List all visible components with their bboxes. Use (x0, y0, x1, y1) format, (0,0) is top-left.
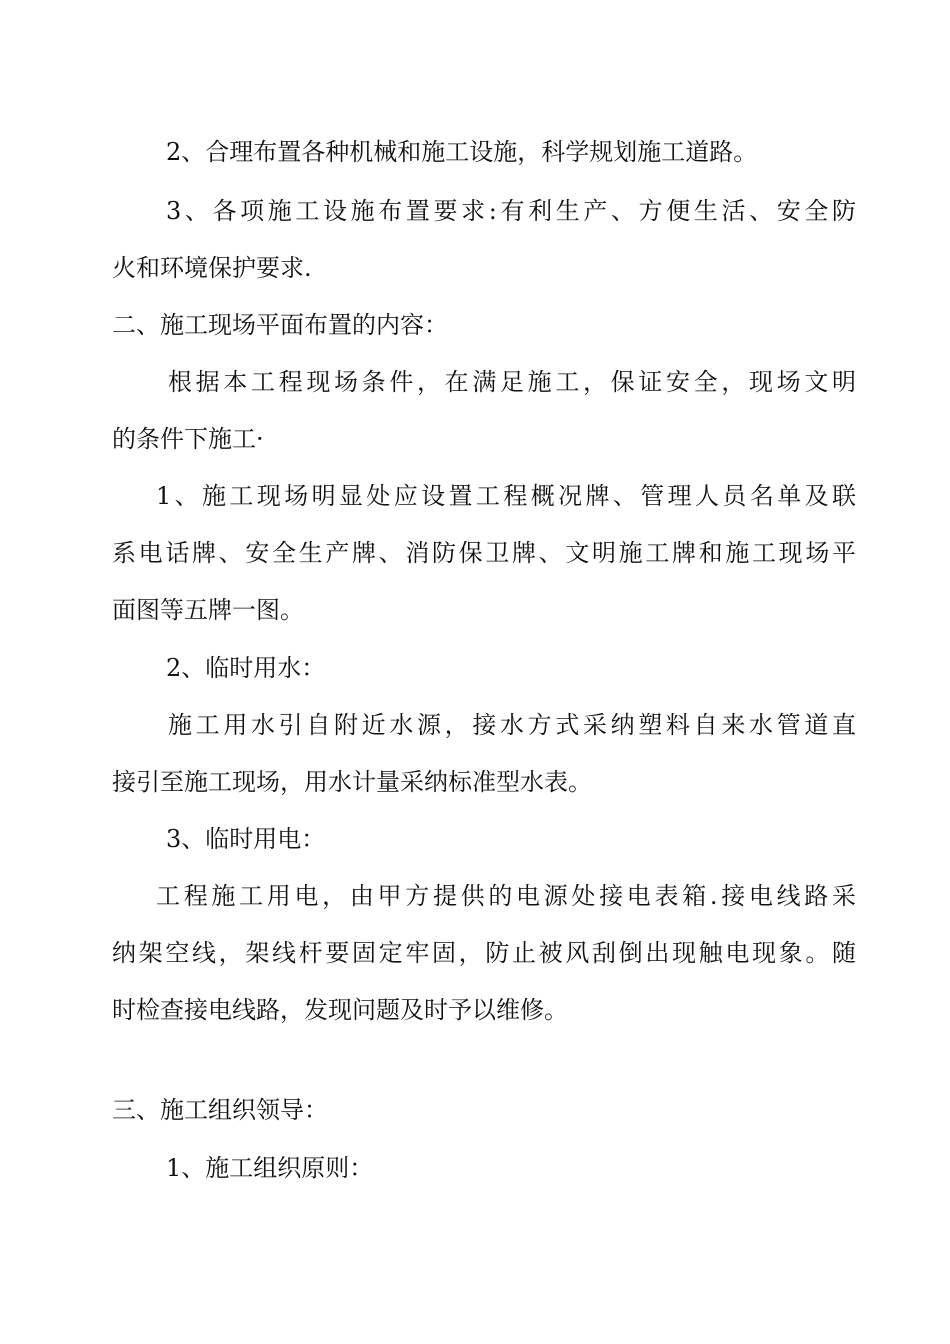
paragraph-line: 工程施工用电，由甲方提供的电源处接电表箱.接电线路采 (156, 882, 856, 910)
paragraph-line: 施工用水引自附近水源，接水方式采纳塑料自来水管道直 (168, 711, 856, 739)
paragraph-line: 系电话牌、安全生产牌、消防保卫牌、文明施工牌和施工现场平 (112, 539, 856, 567)
paragraph-line: 时检查接电线路，发现问题及时予以维修。 (112, 996, 568, 1024)
paragraph-line: 根据本工程现场条件，在满足施工，保证安全，现场文明 (168, 368, 856, 396)
section-heading: 二、施工现场平面布置的内容： (112, 311, 448, 339)
subheading: 2、临时用水： (166, 654, 326, 682)
paragraph-line: 1、施工现场明显处应设置工程概况牌、管理人员名单及联 (156, 482, 856, 510)
subheading: 3、临时用电： (166, 825, 326, 853)
paragraph-line: 接引至施工现场，用水计量采纳标准型水表。 (112, 768, 592, 796)
paragraph-line: 3、各项施工设施布置要求:有利生产、方便生活、安全防 (166, 197, 856, 225)
paragraph-line: 的条件下施工· (112, 425, 264, 453)
section-heading: 三、施工组织领导： (112, 1096, 328, 1124)
paragraph-line: 火和环境保护要求. (112, 254, 312, 282)
paragraph-line: 2、合理布置各种机械和施工设施，科学规划施工道路。 (166, 138, 758, 166)
subheading: 1、施工组织原则： (166, 1154, 374, 1182)
paragraph-line: 面图等五牌一图。 (112, 596, 304, 624)
paragraph-line: 纳架空线，架线杆要固定牢固，防止被风刮倒出现触电现象。随 (112, 939, 856, 967)
